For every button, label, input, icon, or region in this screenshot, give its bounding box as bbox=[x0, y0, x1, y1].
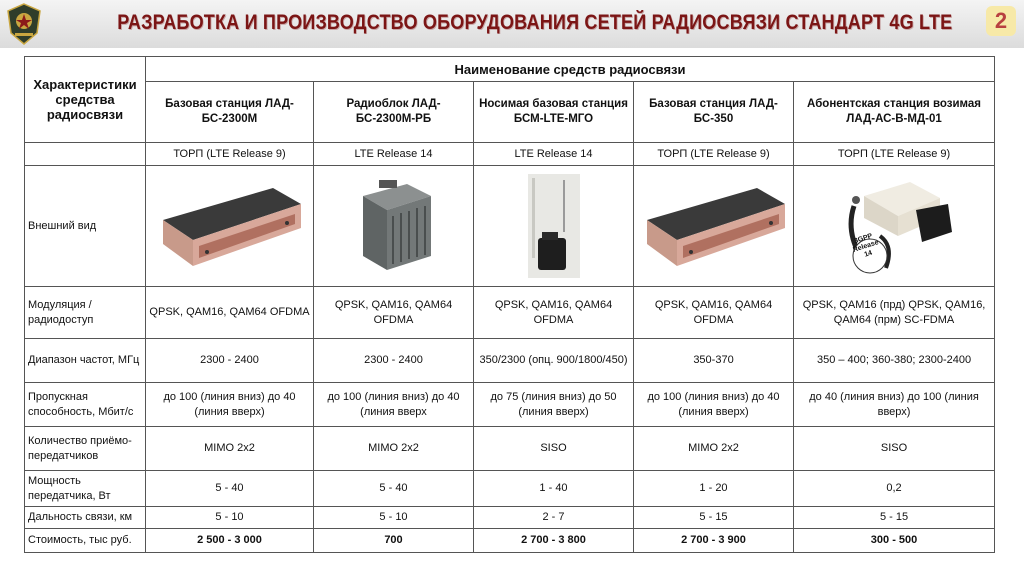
data-cell: QPSK, QAM16, QAM64 OFDMA bbox=[314, 287, 474, 339]
data-cell: MIMO 2x2 bbox=[634, 427, 794, 471]
radio-unit-image bbox=[349, 176, 439, 276]
data-cell: до 100 (линия вниз) до 40 (линия вверх) bbox=[146, 383, 314, 427]
row-label: Мощность передатчика, Вт bbox=[25, 471, 146, 507]
vehicle-terminal-image bbox=[824, 176, 964, 276]
data-cell: 5 - 10 bbox=[314, 507, 474, 529]
data-cell: 2300 - 2400 bbox=[146, 339, 314, 383]
row-label: Пропускная способность, Мбит/с bbox=[25, 383, 146, 427]
emblem-icon bbox=[6, 3, 42, 45]
data-cell: 350-370 bbox=[634, 339, 794, 383]
data-cell: QPSK, QAM16, QAM64 OFDMA bbox=[146, 287, 314, 339]
slide-header bbox=[0, 0, 1024, 48]
data-cell: MIMO 2x2 bbox=[314, 427, 474, 471]
rack-base-station-image bbox=[639, 178, 789, 274]
data-cell: 1 - 40 bbox=[474, 471, 634, 507]
device-name: Базовая станция ЛАД-БС-350 bbox=[634, 82, 794, 143]
row-label: Внешний вид bbox=[25, 166, 146, 287]
device-name: Носимая базовая станция БСМ-LTE-МГО bbox=[474, 82, 634, 143]
release-cell: ТОРП (LTE Release 9) bbox=[794, 143, 995, 166]
slide-title: РАЗРАБОТКА И ПРОИЗВОДСТВО ОБОРУДОВАНИЯ СЕТЕЙ РАДИОСВЯЗИ СТАНДАРТ 4G LTE bbox=[117, 11, 953, 34]
release-cell: ТОРП (LTE Release 9) bbox=[634, 143, 794, 166]
data-cell: QPSK, QAM16 (прд) QPSK, QAM16, QAM64 (прм) SC-FDMA bbox=[794, 287, 995, 339]
device-name: Радиоблок ЛАД-БС-2300М-РБ bbox=[314, 82, 474, 143]
image-cell bbox=[794, 166, 995, 287]
data-cell: 5 - 10 bbox=[146, 507, 314, 529]
release-cell: LTE Release 14 bbox=[314, 143, 474, 166]
rack-base-station-image bbox=[155, 178, 305, 274]
corner-label: Характеристики средства радиосвязи bbox=[25, 57, 146, 143]
device-name: Базовая станция ЛАД-БС-2300М bbox=[146, 82, 314, 143]
data-cell: QPSK, QAM16, QAM64 OFDMA bbox=[634, 287, 794, 339]
data-cell: 5 - 40 bbox=[146, 471, 314, 507]
price-cell: 2 700 - 3 800 bbox=[474, 529, 634, 553]
row-label: Стоимость, тыс руб. bbox=[25, 529, 146, 553]
group-header: Наименование средств радиосвязи bbox=[146, 57, 995, 82]
data-cell: 5 - 40 bbox=[314, 471, 474, 507]
data-cell: 2300 - 2400 bbox=[314, 339, 474, 383]
data-cell: QPSK, QAM16, QAM64 OFDMA bbox=[474, 287, 634, 339]
row-label: Количество приёмо-передатчиков bbox=[25, 427, 146, 471]
data-cell: 0,2 bbox=[794, 471, 995, 507]
data-cell: до 75 (линия вниз) до 50 (линия вверх) bbox=[474, 383, 634, 427]
image-cell bbox=[146, 166, 314, 287]
row-label: Модуляция /радиодоступ bbox=[25, 287, 146, 339]
price-cell: 2 500 - 3 000 bbox=[146, 529, 314, 553]
data-cell: 2 - 7 bbox=[474, 507, 634, 529]
image-cell bbox=[474, 166, 634, 287]
data-cell: SISO bbox=[474, 427, 634, 471]
data-cell: MIMO 2x2 bbox=[146, 427, 314, 471]
release-cell: ТОРП (LTE Release 9) bbox=[146, 143, 314, 166]
data-cell: 5 - 15 bbox=[634, 507, 794, 529]
price-cell: 700 bbox=[314, 529, 474, 553]
data-cell: SISO bbox=[794, 427, 995, 471]
image-cell bbox=[634, 166, 794, 287]
row-label: Диапазон частот, МГц bbox=[25, 339, 146, 383]
equipment-table bbox=[24, 56, 995, 553]
data-cell: 1 - 20 bbox=[634, 471, 794, 507]
portable-station-image bbox=[526, 172, 582, 280]
data-cell: до 100 (линия вниз) до 40 (линия вверх bbox=[314, 383, 474, 427]
image-cell bbox=[314, 166, 474, 287]
data-cell: до 100 (линия вниз) до 40 (линия вверх) bbox=[634, 383, 794, 427]
data-cell: 5 - 15 bbox=[794, 507, 995, 529]
price-cell: 2 700 - 3 900 bbox=[634, 529, 794, 553]
price-cell: 300 - 500 bbox=[794, 529, 995, 553]
3gpp-badge: 3GPP Release 14 bbox=[852, 232, 880, 259]
row-label: Дальность связи, км bbox=[25, 507, 146, 529]
release-cell: LTE Release 14 bbox=[474, 143, 634, 166]
page-number: 2 bbox=[986, 6, 1016, 36]
empty-cell bbox=[25, 143, 146, 166]
device-name: Абонентская станция возимая ЛАД-АС-В-МД-01 bbox=[794, 82, 995, 143]
data-cell: 350/2300 (опц. 900/1800/450) bbox=[474, 339, 634, 383]
data-cell: до 40 (линия вниз) до 100 (линия вверх) bbox=[794, 383, 995, 427]
data-cell: 350 – 400; 360-380; 2300-2400 bbox=[794, 339, 995, 383]
